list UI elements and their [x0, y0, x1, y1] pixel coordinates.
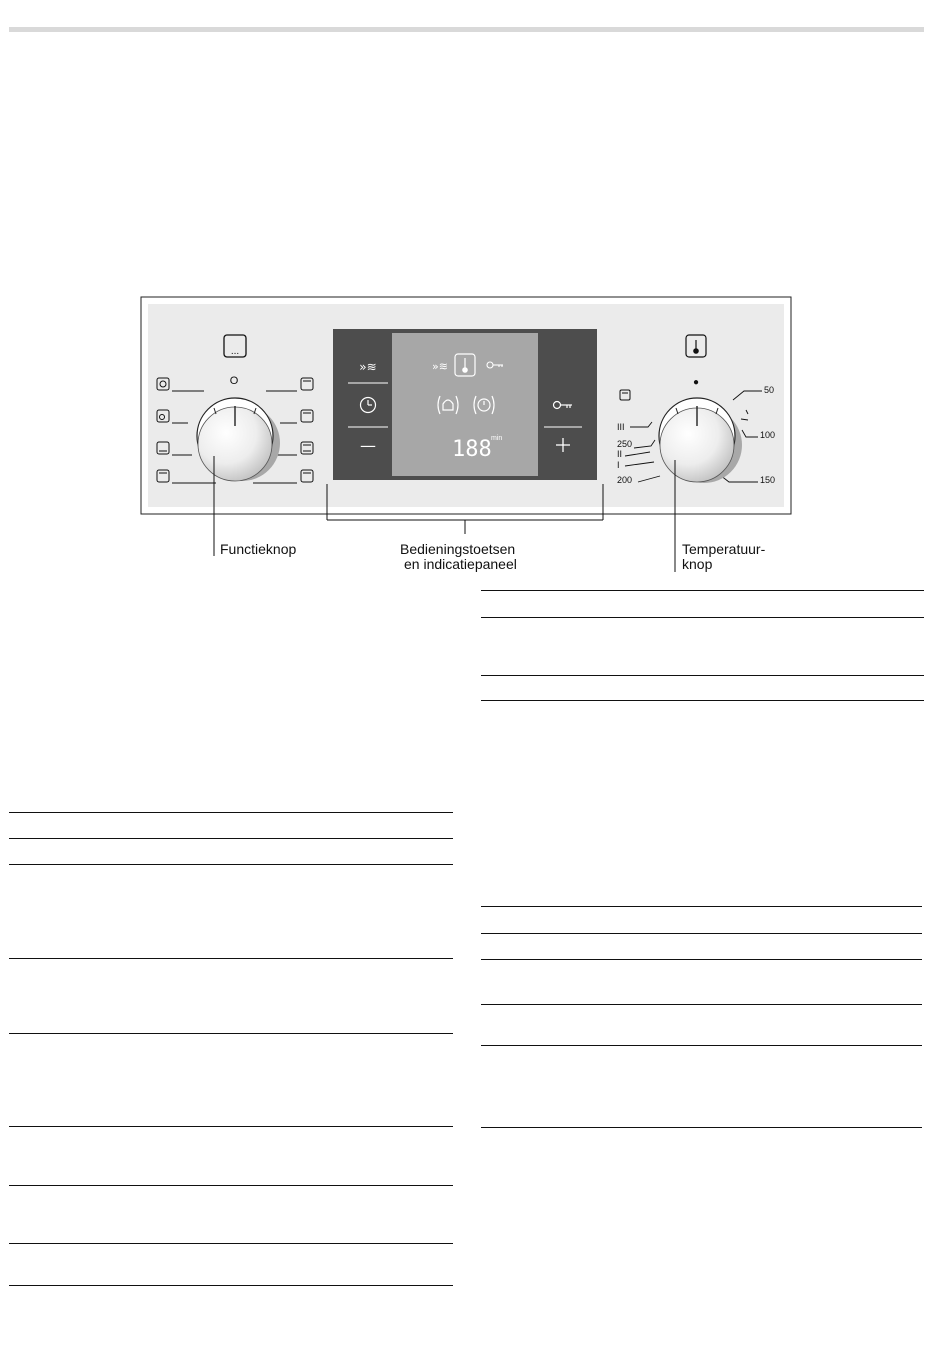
temp-label-250: 250 — [617, 439, 633, 449]
table-rule — [481, 700, 924, 701]
table-rule — [481, 617, 924, 618]
caption-controls-line2: en indicatiepaneel — [404, 556, 517, 572]
rapid-heat-icon: »≋ — [359, 360, 377, 374]
lcd-unit: min — [491, 435, 503, 442]
table-rule — [481, 906, 922, 907]
control-and-display-panel — [333, 329, 597, 480]
grill-level-1: I — [617, 460, 620, 470]
caption-temp-line2: knop — [682, 556, 713, 572]
table-rule — [9, 1243, 453, 1244]
off-position-label: O — [229, 375, 239, 387]
function-knob-icon-dots: ... — [230, 346, 240, 357]
oven-control-panel-figure — [0, 0, 950, 600]
table-rule — [481, 675, 924, 676]
temp-off-position: ● — [692, 377, 700, 388]
table-rule — [9, 1185, 453, 1186]
table-rule — [481, 1004, 922, 1005]
temp-label-150: 150 — [760, 475, 776, 485]
table-rule — [9, 812, 453, 813]
table-rule — [481, 590, 924, 591]
lcd-rapid-heat-icon: »≋ — [432, 360, 448, 373]
caption-function-knob: Functieknop — [220, 541, 297, 557]
rapid-heat-key[interactable] — [359, 360, 376, 374]
table-rule — [9, 1033, 453, 1034]
table-rule — [481, 1045, 922, 1046]
grill-level-2: II — [617, 449, 623, 459]
lcd-digits: 188 — [452, 437, 492, 462]
table-rule — [9, 958, 453, 959]
table-rule — [9, 1285, 453, 1286]
grill-level-3: III — [617, 422, 625, 432]
table-rule — [9, 864, 453, 865]
temp-label-100: 100 — [760, 430, 776, 440]
table-rule — [9, 1126, 453, 1127]
minus-icon: — — [360, 436, 376, 455]
minus-key[interactable] — [360, 436, 376, 455]
caption-controls-line1: Bedieningstoetsen — [400, 541, 516, 557]
table-rule — [481, 933, 922, 934]
table-rule — [481, 959, 922, 960]
temp-label-200: 200 — [617, 475, 633, 485]
table-rule — [481, 1127, 922, 1128]
table-rule — [9, 838, 453, 839]
temp-label-50: 50 — [764, 385, 775, 395]
caption-temp-line1: Temperatuur- — [682, 541, 766, 557]
